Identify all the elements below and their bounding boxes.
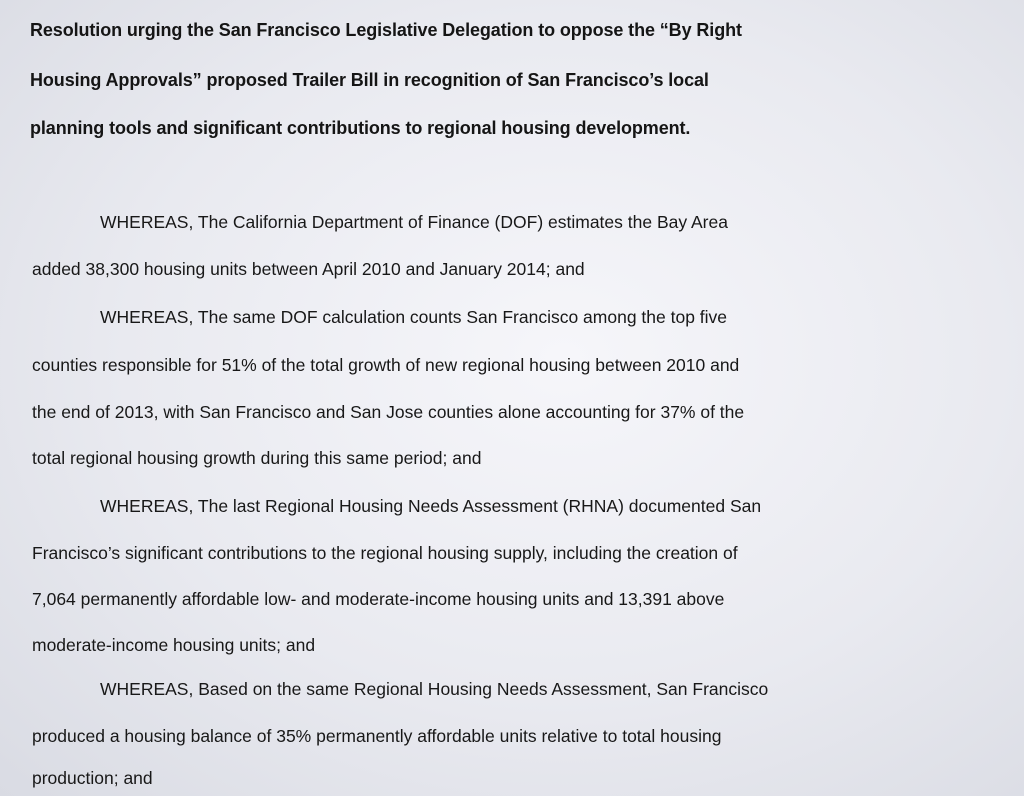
body-line-10: moderate-income housing units; and <box>32 635 316 655</box>
title-line-1: Resolution urging the San Francisco Legislative Delegation to oppose the “By Right <box>30 20 742 40</box>
body-line-1: WHEREAS, The California Department of Finance (DOF) estimates the Bay Area <box>100 212 728 232</box>
body-line-9: 7,064 permanently affordable low- and moderate-income housing units and 13,391 above <box>32 589 725 609</box>
body-line-13: production; and <box>32 768 153 788</box>
body-line-2: added 38,300 housing units between April 2010 and January 2014; and <box>32 259 585 279</box>
body-line-4: counties responsible for 51% of the total growth of new regional housing between 2010 and <box>32 355 740 375</box>
body-line-11: WHEREAS, Based on the same Regional Housing Needs Assessment, San Francisco <box>100 679 769 699</box>
body-line-7: WHEREAS, The last Regional Housing Needs Assessment (RHNA) documented San <box>100 496 762 516</box>
body-line-5: the end of 2013, with San Francisco and San Jose counties alone accounting for 37% of the <box>32 402 745 422</box>
title-line-2: Housing Approvals” proposed Trailer Bill in recognition of San Francisco’s local <box>30 70 709 90</box>
title-line-3: planning tools and significant contributions to regional housing development. <box>30 118 691 138</box>
body-line-3: WHEREAS, The same DOF calculation counts San Francisco among the top five <box>100 307 728 327</box>
body-line-12: produced a housing balance of 35% permanently affordable units relative to total housing <box>32 726 722 746</box>
body-line-8: Francisco’s significant contributions to the regional housing supply, including the creation of <box>32 543 738 563</box>
body-line-6: total regional housing growth during this same period; and <box>32 448 482 468</box>
